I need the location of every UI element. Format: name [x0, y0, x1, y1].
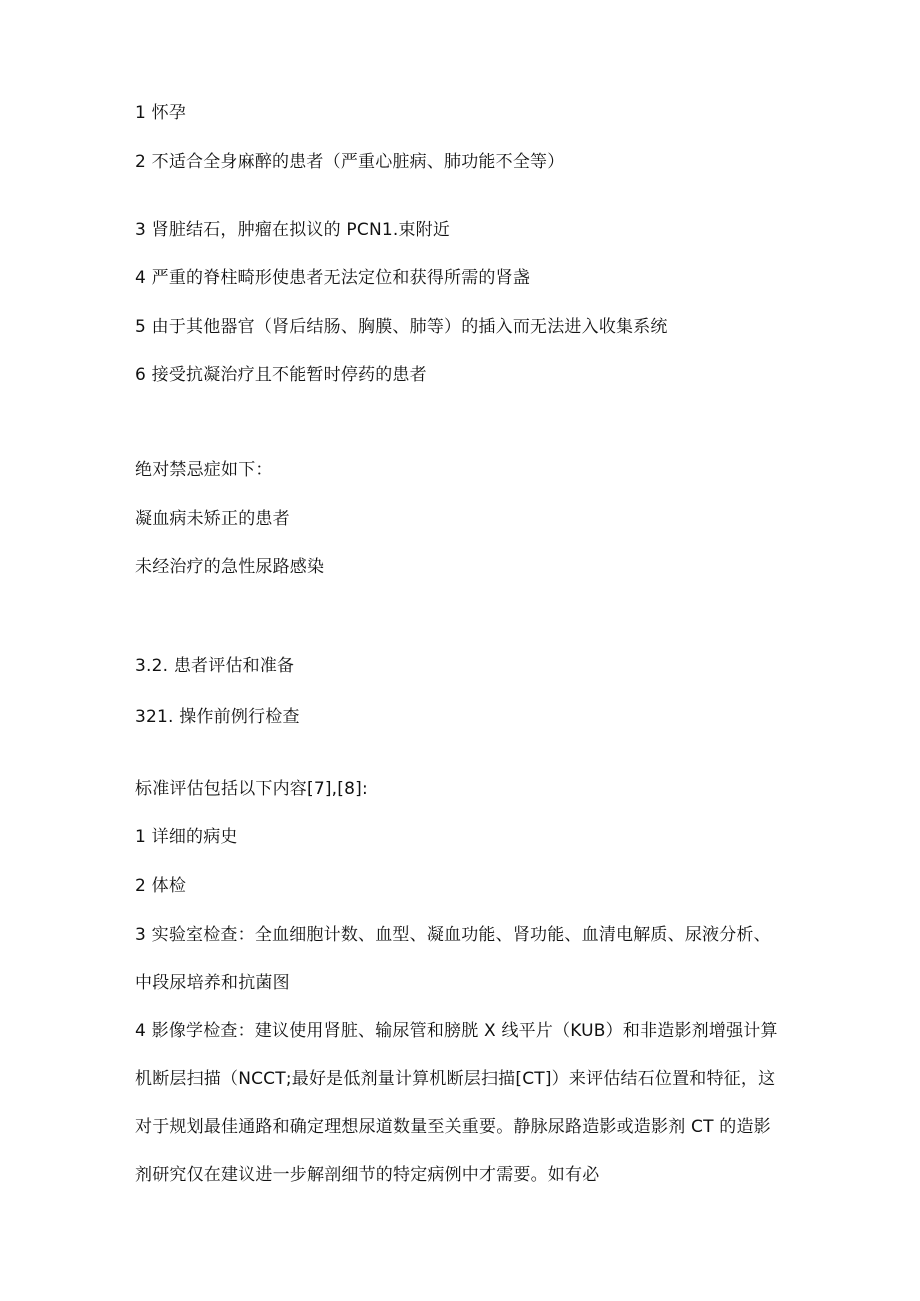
- contraindication-item-2: 2 不适合全身麻醉的患者（严重心脏病、肺功能不全等）: [135, 152, 565, 172]
- contraindication-item-5: 5 由于其他器官（肾后结肠、胸膜、肺等）的插入而无法进入收集系统: [135, 317, 668, 337]
- standard-item-2: 2 体检: [135, 876, 187, 896]
- contraindication-item-4: 4 严重的脊柱畸形使患者无法定位和获得所需的肾盏: [135, 268, 531, 288]
- subsection-heading: 321. 操作前例行检查: [135, 707, 300, 727]
- absolute-item-1: 凝血病未矫正的患者: [135, 509, 290, 529]
- standard-assessment-intro: 标准评估包括以下内容[7],[8]:: [135, 779, 368, 799]
- standard-item-4: 4 影像学检查：建议使用肾脏、输尿管和膀胱 X 线平片（KUB）和非造影剂增强计算机断层扫描（NCCT;最好是低剂量计算机断层扫描[CT]）来评估结石位置和特征，这对于规划最佳通路和确定理想尿道数量至关重要。静脉尿路造影或造影剂 CT 的造影剂研究仅在建议进一步解剖细节的特定病例中才需要。如有必: [135, 1021, 778, 1185]
- absolute-item-2: 未经治疗的急性尿路感染: [135, 557, 325, 577]
- standard-item-1: 1 详细的病史: [135, 827, 238, 847]
- standard-item-3: 3 实验室检查：全血细胞计数、血型、凝血功能、肾功能、血清电解质、尿液分析、中段尿培养和抗菌图: [135, 925, 771, 993]
- contraindication-item-1: 1 怀孕: [135, 103, 187, 123]
- contraindication-item-3: 3 肾脏结石，肿瘤在拟议的 PCN1.束附近: [135, 220, 451, 240]
- section-heading: 3.2. 患者评估和准备: [135, 656, 295, 676]
- contraindication-item-6: 6 接受抗凝治疗且不能暂时停药的患者: [135, 365, 427, 385]
- absolute-contraindications-heading: 绝对禁忌症如下：: [135, 460, 273, 480]
